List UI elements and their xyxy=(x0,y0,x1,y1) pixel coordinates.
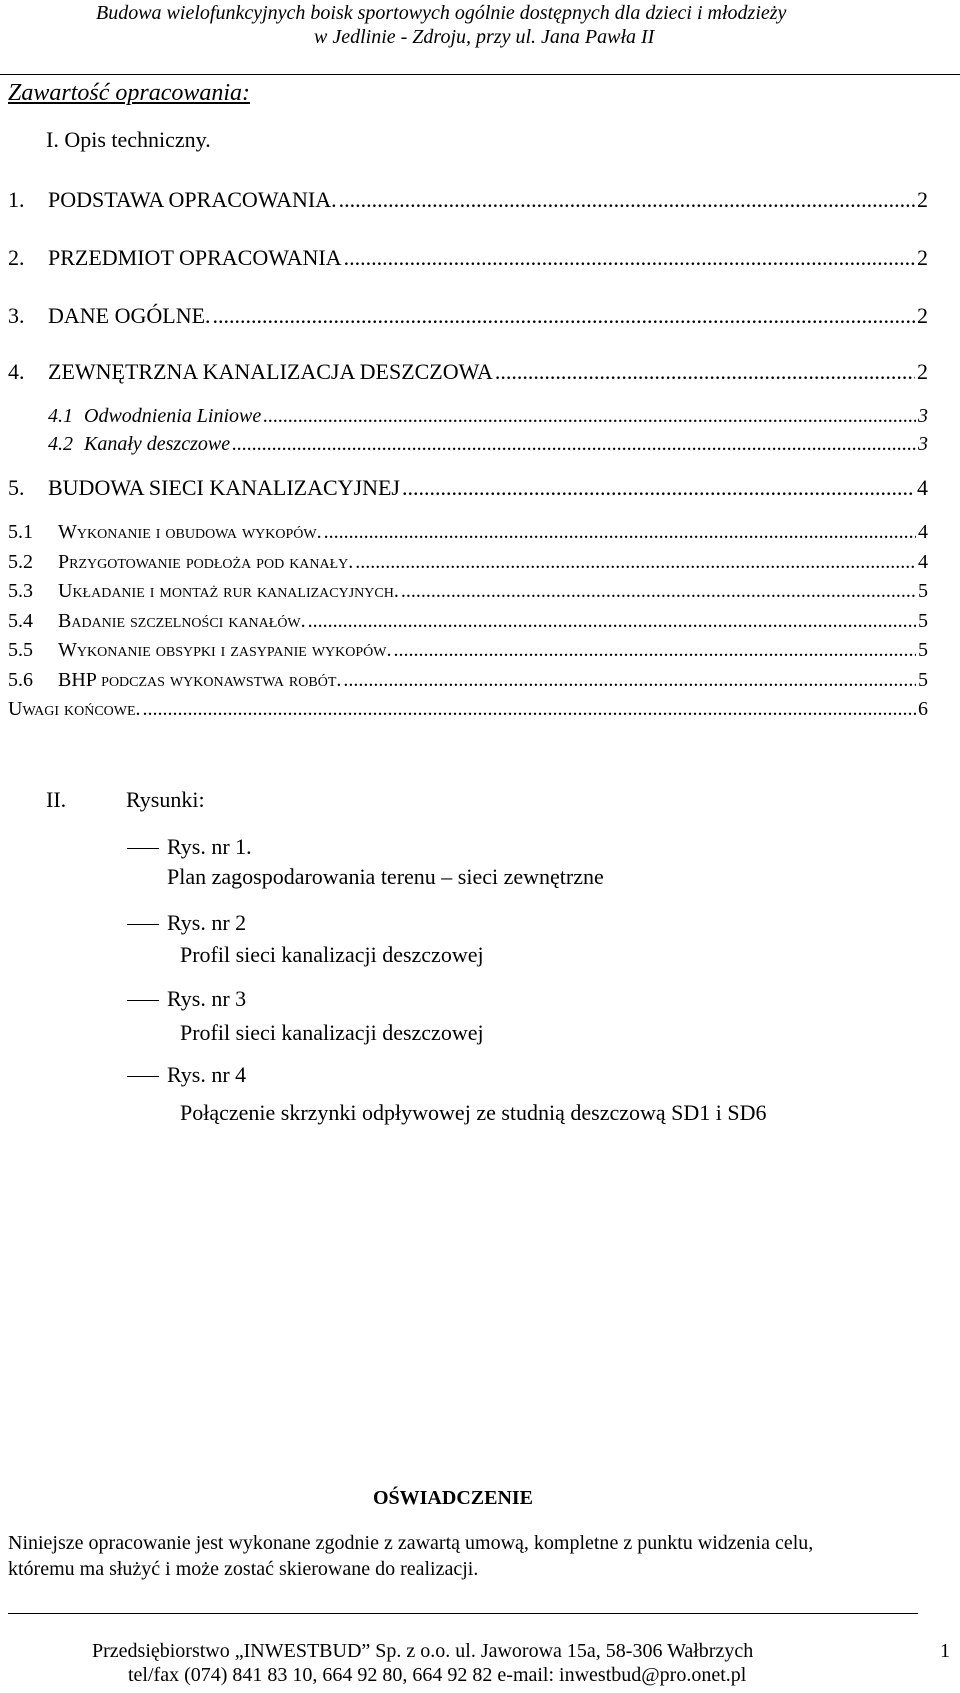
toc-entry-4-2: 4.2 Kanały deszczowe ..... 3 xyxy=(48,433,928,456)
toc-entry-5: 5. BUDOWA SIECI KANALIZACYJNEJ ..... 4 xyxy=(8,475,928,501)
part-2-title: Rysunki: xyxy=(126,787,205,812)
document-header-line-1: Budowa wielofunkcyjnych boisk sportowych ogólnie dostępnych dla dzieci i młodzieży xyxy=(96,2,787,24)
toc-entry-5-5: 5.5 Wykonanie obsypki i zasypanie wykopów. ..... 5 xyxy=(8,639,928,662)
footer-company-line: Przedsiębiorstwo „INWESTBUD” Sp. z o.o. ul. Jaworowa 15a, 58-306 Wałbrzych xyxy=(92,1640,754,1662)
drawing-4-description: Połączenie skrzynki odpływowej ze studnią deszczową SD1 i SD6 xyxy=(180,1100,767,1125)
drawing-4-dash xyxy=(127,1076,159,1077)
toc-entry-5-6: 5.6 BHP podczas wykonawstwa robót. ..... 5 xyxy=(8,669,928,692)
contents-heading: Zawartość opracowania: xyxy=(8,80,251,106)
toc-entry-2: 2. PRZEDMIOT OPRACOWANIA ..... 2 xyxy=(8,245,928,271)
footer-rule xyxy=(8,1613,918,1614)
toc-entry-5-4: 5.4 Badanie szczelności kanałów. ..... 5 xyxy=(8,610,928,633)
drawing-4-label: Rys. nr 4 xyxy=(167,1062,247,1087)
drawing-2-label: Rys. nr 2 xyxy=(167,910,247,935)
part-1-title: I. Opis techniczny. xyxy=(46,127,211,152)
toc-entry-1: 1. PODSTAWA OPRACOWANIA. ..... 2 xyxy=(8,187,928,213)
drawing-1-description: Plan zagospodarowania terenu – sieci zewnętrzne xyxy=(167,864,604,889)
drawing-2-dash xyxy=(127,924,159,925)
statement-text-line-2: któremu ma służyć i może zostać skierowane do realizacji. xyxy=(8,1558,479,1580)
drawing-1-label: Rys. nr 1. xyxy=(167,834,252,859)
statement-title: OŚWIADCZENIE xyxy=(372,1487,534,1509)
toc-entry-5-3: 5.3 Układanie i montaż rur kanalizacyjnych. ..... 5 xyxy=(8,580,928,603)
drawing-2-description: Profil sieci kanalizacji deszczowej xyxy=(180,942,484,967)
document-header-line-2: w Jedlinie - Zdroju, przy ul. Jana Pawła II xyxy=(314,26,655,48)
toc-entry-4: 4. ZEWNĘTRZNA KANALIZACJA DESZCZOWA ..... 2 xyxy=(8,359,928,385)
toc-entry-3: 3. DANE OGÓLNE. ..... 2 xyxy=(8,303,928,329)
statement-text-line-1: Niniejsze opracowanie jest wykonane zgodnie z zawartą umową, kompletne z punktu widzenia celu, xyxy=(8,1532,814,1554)
toc-entry-final-remarks: Uwagi końcowe. ..... 6 xyxy=(8,698,928,721)
drawing-3-description: Profil sieci kanalizacji deszczowej xyxy=(180,1020,484,1045)
header-rule xyxy=(0,74,960,75)
toc-entry-5-1: 5.1 Wykonanie i obudowa wykopów. ..... 4 xyxy=(8,521,928,544)
drawing-3-dash xyxy=(127,1000,159,1001)
toc-entry-4-1: 4.1 Odwodnienia Liniowe ..... 3 xyxy=(48,405,928,428)
part-2-number: II. xyxy=(46,787,67,812)
footer-contact-line: tel/fax (074) 841 83 10, 664 92 80, 664 92 82 e-mail: inwestbud@pro.onet.pl xyxy=(128,1664,747,1686)
page-number: 1 xyxy=(940,1640,950,1662)
drawing-1-dash xyxy=(127,848,159,849)
toc-entry-5-2: 5.2 Przygotowanie podłoża pod kanały. ..... 4 xyxy=(8,551,928,574)
drawing-3-label: Rys. nr 3 xyxy=(167,986,247,1011)
